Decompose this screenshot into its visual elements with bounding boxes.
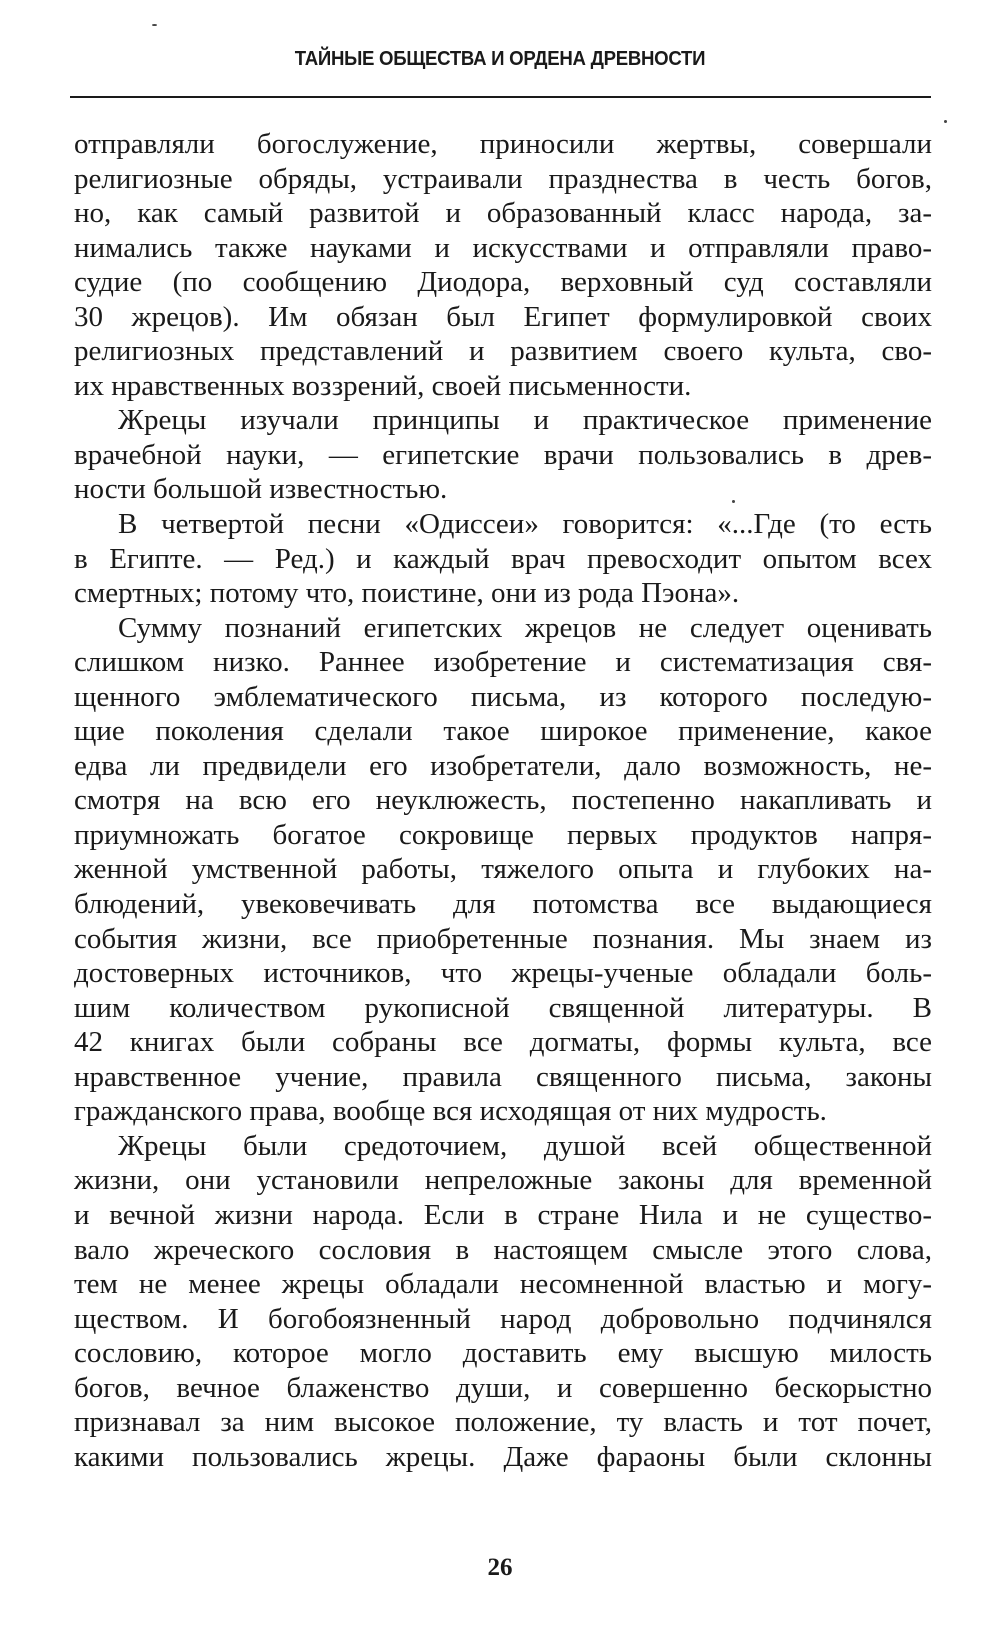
text-line: ности большой известностью. [74,473,448,506]
text-line: но, как самый развитой и образованный класс народа, за- [74,197,932,230]
text-line: щенного эмблематического письма, из которого последую- [74,680,932,713]
text-line: признавал за ним высокое положение, ту власть и тот почет, [74,1406,932,1439]
text-line: нравственное учение, правила священного письма, законы [74,1060,932,1093]
body-text [74,127,932,1474]
text-line: богов, вечное блаженство души, и совершенно бескорыстно [74,1371,932,1404]
text-line: их нравственных воззрений, своей письменности. [74,369,692,402]
text-line: блюдений, увековечивать для потомства все выдающиеся [74,888,932,921]
scan-speck [152,24,157,26]
text-line: в Египте. — Ред.) и каждый врач превосходит опытом всех [74,542,932,575]
text-line: ществом. И богобоязненный народ добровольно подчинялся [74,1302,932,1335]
running-head: ТАЙНЫЕ ОБЩЕСТВА И ОРДЕНА ДРЕВНОСТИ [294,48,706,70]
text-line: едва ли предвидели его изобретатели, дало возможность, не- [74,749,932,782]
text-line: Сумму познаний египетских жрецов не следует оценивать [118,611,932,644]
text-line: отправляли богослужение, приносили жертвы, совершали [74,128,932,160]
scan-speck [944,120,947,123]
scan-speck [732,500,735,503]
text-line: тем не менее жрецы обладали несомненной властью и могу- [74,1268,932,1301]
text-line: жизни, они установили непреложные законы для временной [74,1164,932,1197]
text-line: нимались также науками и искусствами и отправляли право- [74,231,932,264]
text-line: смертных; потому что, поистине, они из рода Пэона». [74,577,740,610]
text-line: Жрецы были средоточием, душой всей общественной [118,1129,932,1162]
text-line: гражданского права, вообще вся исходящая от них мудрость. [74,1095,827,1128]
text-line: женной умственной работы, тяжелого опыта и глубоких на- [74,853,932,886]
page-number: 26 [487,1554,513,1581]
text-line: достоверных источников, что жрецы-ученые обладали боль- [74,957,932,990]
text-line: слишком низко. Раннее изобретение и систематизация свя- [74,646,932,679]
text-line: 42 книгах были собраны все догматы, формы культа, все [74,1026,932,1059]
text-line: щие поколения сделали такое широкое применение, какое [74,715,932,748]
text-line: 30 жрецов). Им обязан был Египет формулировкой своих [74,300,932,333]
text-line: и вечной жизни народа. Если в стране Нила и не существо- [74,1198,932,1231]
text-line: В четвертой песни «Одиссеи» говорится: «...Где (то есть [118,508,932,541]
text-line: приумножать богатое сокровище первых продуктов напря- [74,818,932,851]
text-line: судие (по сообщению Диодора, верховный суд составляли [74,266,932,299]
text-line: сословию, которое могло доставить ему высшую милость [74,1337,932,1370]
text-line: какими пользовались жрецы. Даже фараоны были склонны [74,1440,932,1473]
text-line: религиозные обряды, устраивали празднества в честь богов, [74,162,932,195]
text-line: вало жреческого сословия в настоящем смысле этого слова, [74,1233,932,1266]
text-line: шим количеством рукописной священной литературы. В [74,991,932,1024]
text-line: события жизни, все приобретенные познания. Мы знаем из [74,922,932,955]
text-line: смотря на всю его неуклюжесть, постепенно накапливать и [74,784,932,817]
header-rule [70,96,931,98]
text-line: врачебной науки, — египетские врачи пользовались в древ- [74,438,932,471]
text-line: религиозных представлений и развитием своего культа, сво- [74,335,932,368]
text-line: Жрецы изучали принципы и практическое применение [118,404,932,437]
